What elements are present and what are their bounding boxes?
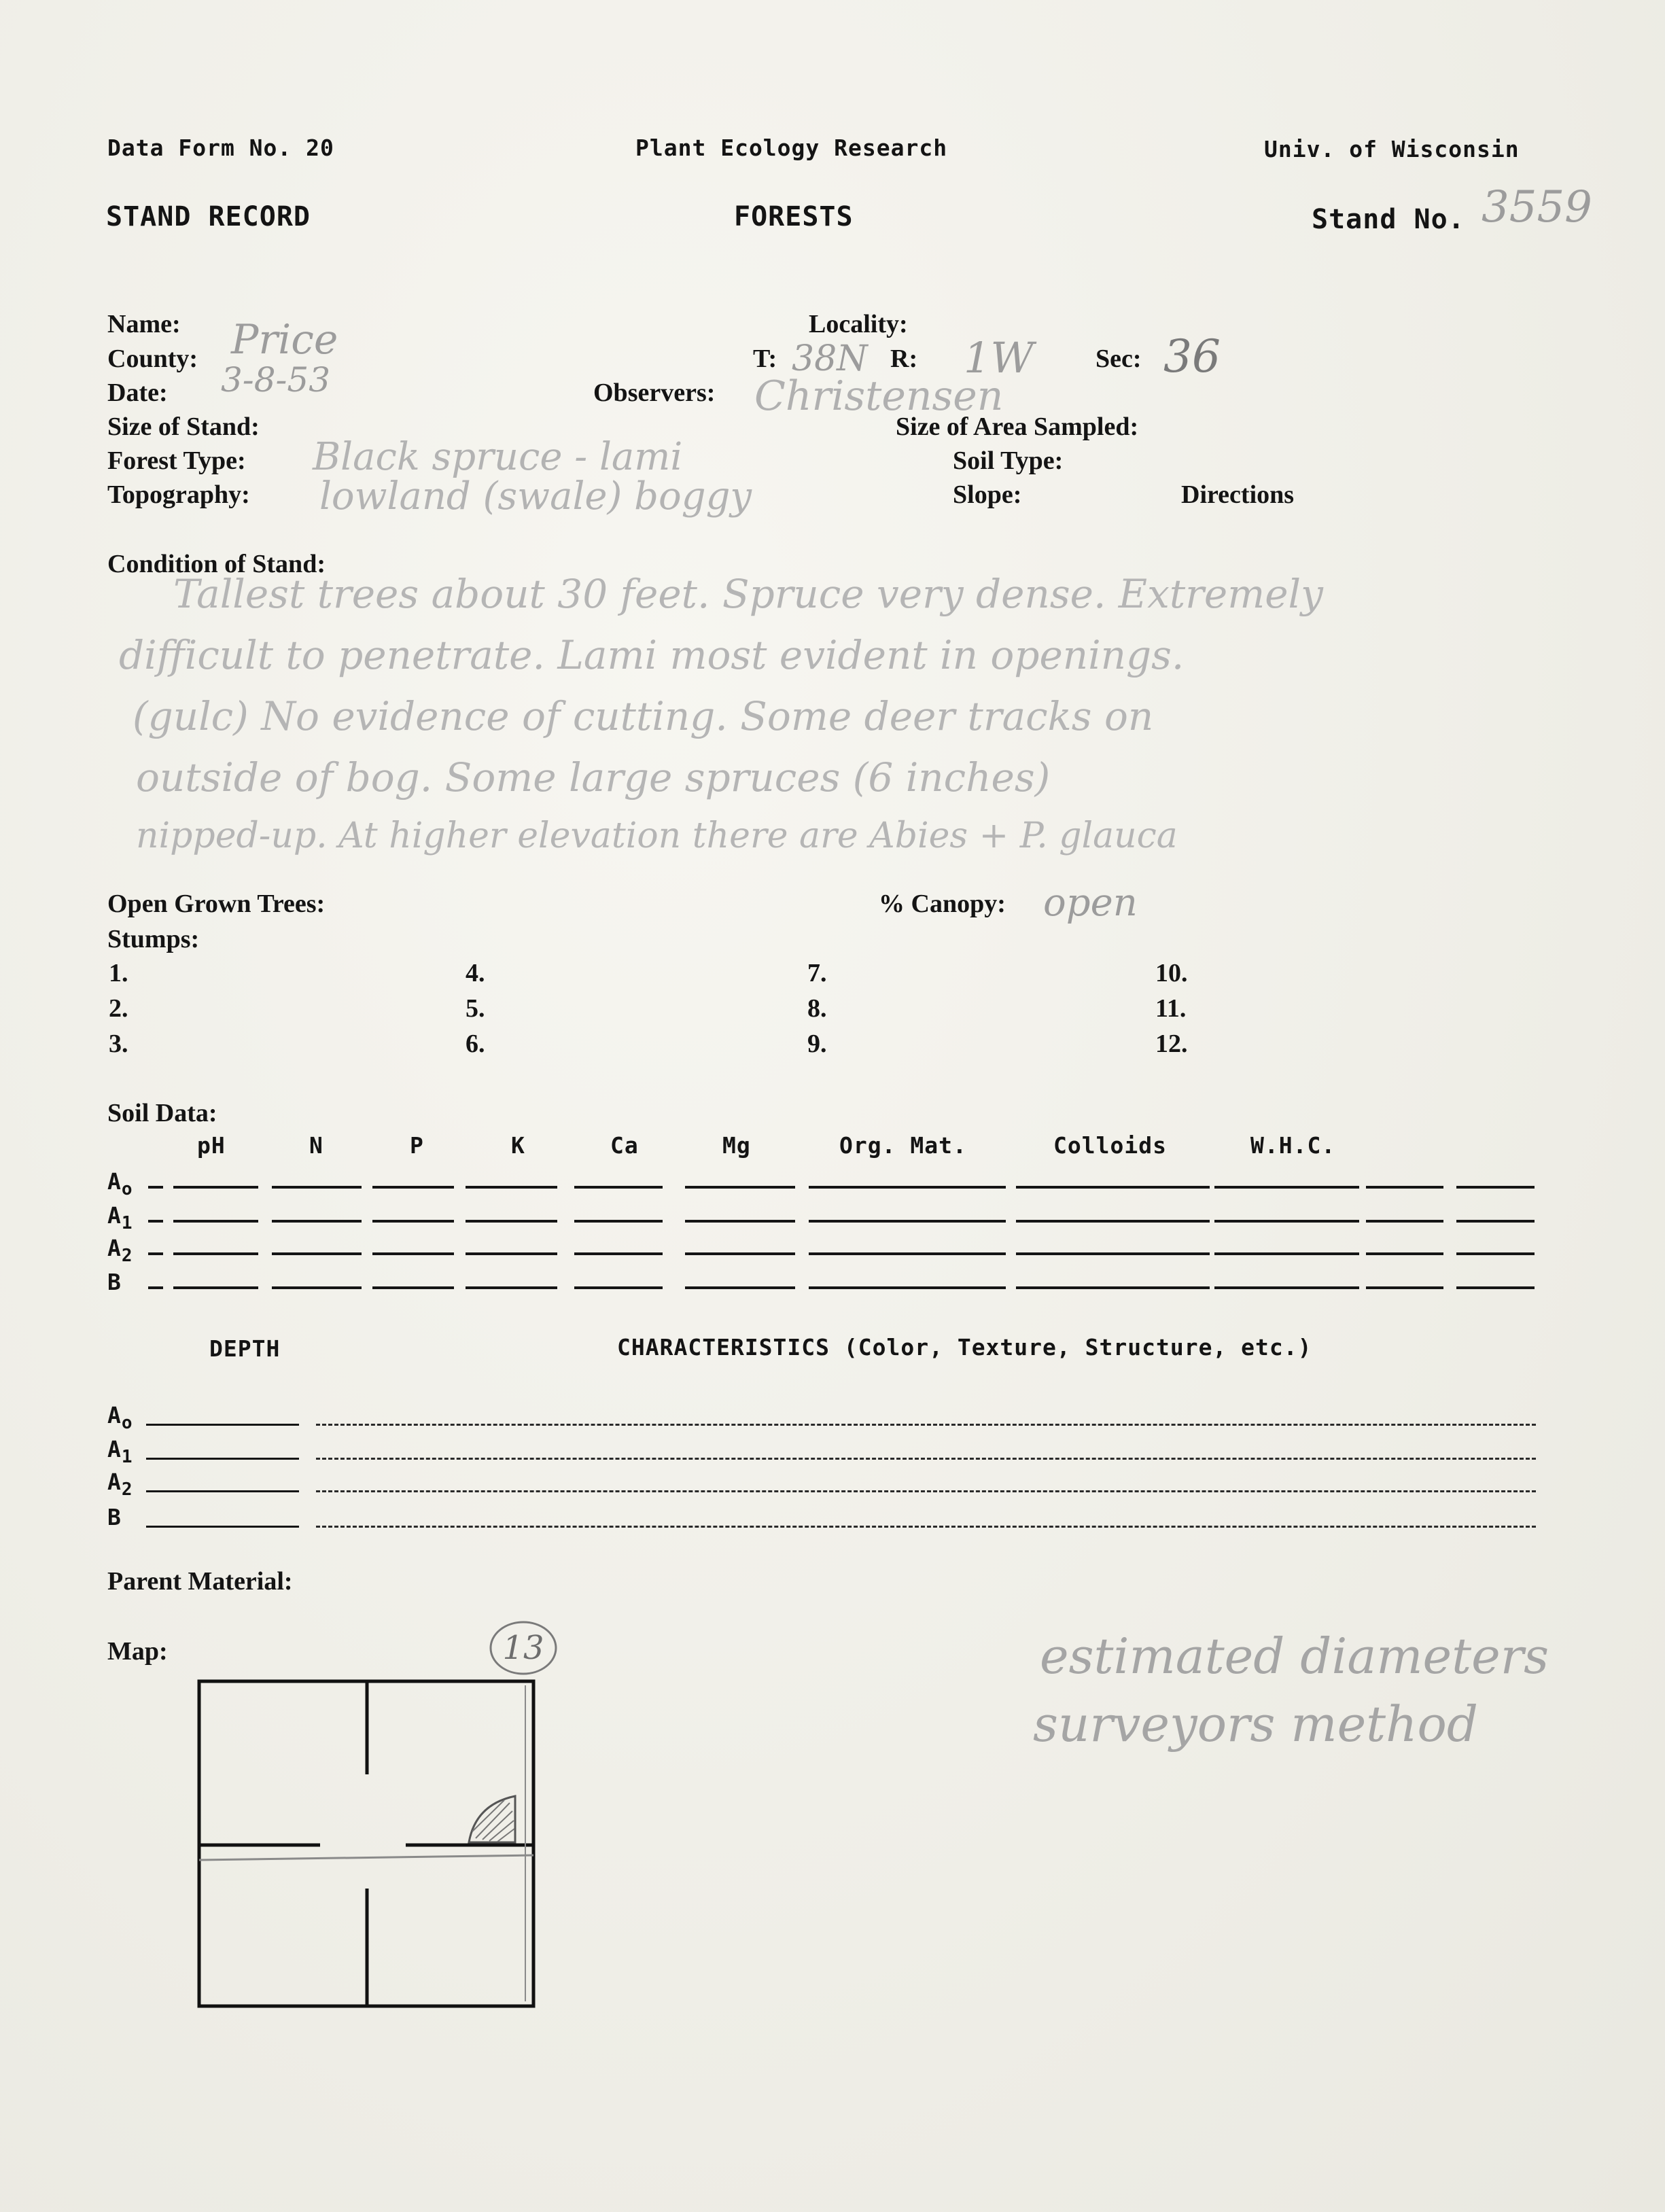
stump-item: 5. (466, 994, 485, 1023)
locality-label: Locality: (809, 310, 908, 338)
soil-data-label: Soil Data: (107, 1099, 217, 1127)
soil-column-header: P (410, 1132, 424, 1159)
soil-value-blank (809, 1220, 1006, 1223)
soil-value-blank (272, 1186, 362, 1189)
soil-type-label: Soil Type: (953, 446, 1064, 475)
stand-map (190, 1621, 557, 2015)
soil-value-blank (809, 1286, 1006, 1289)
topography-value: lowland (swale) boggy (319, 474, 752, 519)
canopy-label: % Canopy: (879, 890, 1006, 918)
soil-value-blank (372, 1252, 454, 1255)
soil-value-blank (466, 1186, 557, 1189)
name-label: Name: (107, 310, 181, 338)
stand-number-value: 3559 (1482, 182, 1592, 232)
soil-value-blank (685, 1252, 795, 1255)
record-title: STAND RECORD (106, 201, 311, 232)
soil-value-blank (685, 1286, 795, 1289)
depth-row-label: B (107, 1504, 122, 1530)
county-label: County: (107, 345, 198, 373)
depth-blank (146, 1526, 299, 1528)
soil-value-blank (1366, 1252, 1443, 1255)
characteristics-blank (316, 1490, 1536, 1492)
soil-value-blank (1214, 1220, 1359, 1223)
university-name: Univ. of Wisconsin (1264, 136, 1520, 162)
size-of-area-label: Size of Area Sampled: (896, 412, 1139, 441)
soil-row-label: $A_2$ (107, 1235, 133, 1266)
directions-label: Directions (1181, 480, 1295, 509)
topography-label: Topography: (107, 480, 250, 509)
soil-value-blank (1214, 1186, 1359, 1189)
stand-number-label: Stand No. (1312, 204, 1465, 235)
condition-line-2: difficult to penetrate. Lami most evident in openings. (119, 632, 1185, 678)
characteristics-blank (316, 1526, 1536, 1528)
canopy-value: open (1043, 881, 1138, 925)
depth-row-label: $A_o$ (107, 1402, 133, 1433)
condition-line-5: nipped-up. At higher elevation there are Abies + P. glauca (136, 815, 1178, 856)
r-value: 1W (964, 333, 1034, 383)
soil-value-blank (1456, 1286, 1535, 1289)
stump-item: 11. (1155, 994, 1187, 1023)
soil-value-blank (1016, 1252, 1210, 1255)
soil-value-blank (1016, 1220, 1210, 1223)
characteristics-blank (316, 1424, 1536, 1426)
observers-label: Observers: (593, 379, 716, 407)
soil-value-blank (1016, 1186, 1210, 1189)
stump-item: 4. (466, 959, 485, 987)
circled-number: 13 (502, 1629, 544, 1667)
soil-row-leader (148, 1252, 163, 1255)
stump-item: 8. (807, 994, 827, 1023)
stump-item: 2. (109, 994, 128, 1023)
soil-row-leader (148, 1220, 163, 1223)
soil-value-blank (574, 1220, 663, 1223)
map-note-line-1: estimated diameters (1040, 1628, 1549, 1685)
soil-value-blank (1366, 1186, 1443, 1189)
soil-value-blank (272, 1252, 362, 1255)
condition-line-1: Tallest trees about 30 feet. Spruce very dense. Extremely (173, 571, 1323, 617)
date-value: 3-8-53 (221, 360, 331, 400)
characteristics-header: CHARACTERISTICS (Color, Texture, Structure, etc.) (617, 1334, 1312, 1360)
stump-item: 10. (1155, 959, 1188, 987)
soil-row-label: B (107, 1269, 122, 1295)
soil-value-blank (173, 1186, 258, 1189)
stump-item: 9. (807, 1030, 827, 1058)
soil-value-blank (809, 1186, 1006, 1189)
soil-column-header: Org. Mat. (839, 1132, 967, 1159)
condition-line-3: (gulc) No evidence of cutting. Some deer tracks on (133, 693, 1154, 739)
county-value: Price (231, 316, 338, 364)
bog-patch-shape (469, 1796, 515, 1842)
soil-value-blank (1214, 1252, 1359, 1255)
soil-column-header: N (309, 1132, 323, 1159)
soil-value-blank (466, 1252, 557, 1255)
stump-item: 7. (807, 959, 827, 987)
soil-value-blank (372, 1186, 454, 1189)
t-label: T: (753, 345, 777, 373)
map-note-line-2: surveyors method (1033, 1696, 1478, 1753)
depth-blank (146, 1458, 299, 1460)
soil-value-blank (372, 1286, 454, 1289)
soil-row-label: $A_o$ (107, 1168, 133, 1199)
condition-line-4: outside of bog. Some large spruces (6 inches) (136, 754, 1051, 801)
r-label: R: (890, 345, 918, 373)
soil-value-blank (1016, 1286, 1210, 1289)
soil-value-blank (685, 1186, 795, 1189)
soil-value-blank (1456, 1252, 1535, 1255)
soil-value-blank (1214, 1286, 1359, 1289)
soil-value-blank (574, 1186, 663, 1189)
soil-column-header: Colloids (1053, 1132, 1167, 1159)
soil-value-blank (272, 1286, 362, 1289)
soil-column-header: Ca (610, 1132, 639, 1159)
soil-value-blank (173, 1286, 258, 1289)
soil-column-header: W.H.C. (1250, 1132, 1336, 1159)
category-title: FORESTS (734, 201, 854, 232)
t-value: 38N (792, 338, 868, 379)
soil-value-blank (1456, 1186, 1535, 1189)
depth-row-label: $A_1$ (107, 1436, 133, 1467)
soil-value-blank (173, 1252, 258, 1255)
characteristics-blank (316, 1458, 1536, 1460)
date-label: Date: (107, 379, 168, 407)
stump-item: 3. (109, 1030, 128, 1058)
stump-item: 1. (109, 959, 128, 987)
sec-value: 36 (1163, 330, 1221, 383)
slope-label: Slope: (953, 480, 1022, 509)
depth-header: DEPTH (209, 1335, 281, 1362)
sec-label: Sec: (1096, 345, 1142, 373)
soil-value-blank (809, 1252, 1006, 1255)
observers-value: Christensen (754, 372, 1004, 420)
map-label: Map: (107, 1637, 168, 1666)
size-of-stand-label: Size of Stand: (107, 412, 260, 441)
form-number: Data Form No. 20 (107, 135, 334, 161)
soil-value-blank (466, 1220, 557, 1223)
condition-label: Condition of Stand: (107, 550, 326, 578)
soil-value-blank (685, 1220, 795, 1223)
stumps-label: Stumps: (107, 925, 200, 953)
soil-column-header: Mg (722, 1132, 751, 1159)
soil-value-blank (574, 1286, 663, 1289)
depth-blank (146, 1424, 299, 1426)
depth-row-label: $A_2$ (107, 1469, 133, 1500)
soil-column-header: pH (197, 1132, 226, 1159)
depth-blank (146, 1490, 299, 1492)
research-title: Plant Ecology Research (635, 135, 948, 161)
soil-value-blank (372, 1220, 454, 1223)
stump-item: 12. (1155, 1030, 1188, 1058)
soil-value-blank (1366, 1220, 1443, 1223)
parent-material-label: Parent Material: (107, 1567, 293, 1596)
soil-value-blank (466, 1286, 557, 1289)
forest-type-label: Forest Type: (107, 446, 246, 475)
soil-value-blank (173, 1220, 258, 1223)
soil-value-blank (574, 1252, 663, 1255)
soil-value-blank (1456, 1220, 1535, 1223)
soil-column-header: K (511, 1132, 525, 1159)
soil-row-leader (148, 1286, 163, 1289)
soil-value-blank (1366, 1286, 1443, 1289)
open-grown-trees-label: Open Grown Trees: (107, 890, 326, 918)
soil-value-blank (272, 1220, 362, 1223)
soil-row-leader (148, 1186, 163, 1189)
stump-item: 6. (466, 1030, 485, 1058)
forest-type-value: Black spruce - lami (313, 435, 683, 479)
soil-row-label: $A_1$ (107, 1202, 133, 1233)
